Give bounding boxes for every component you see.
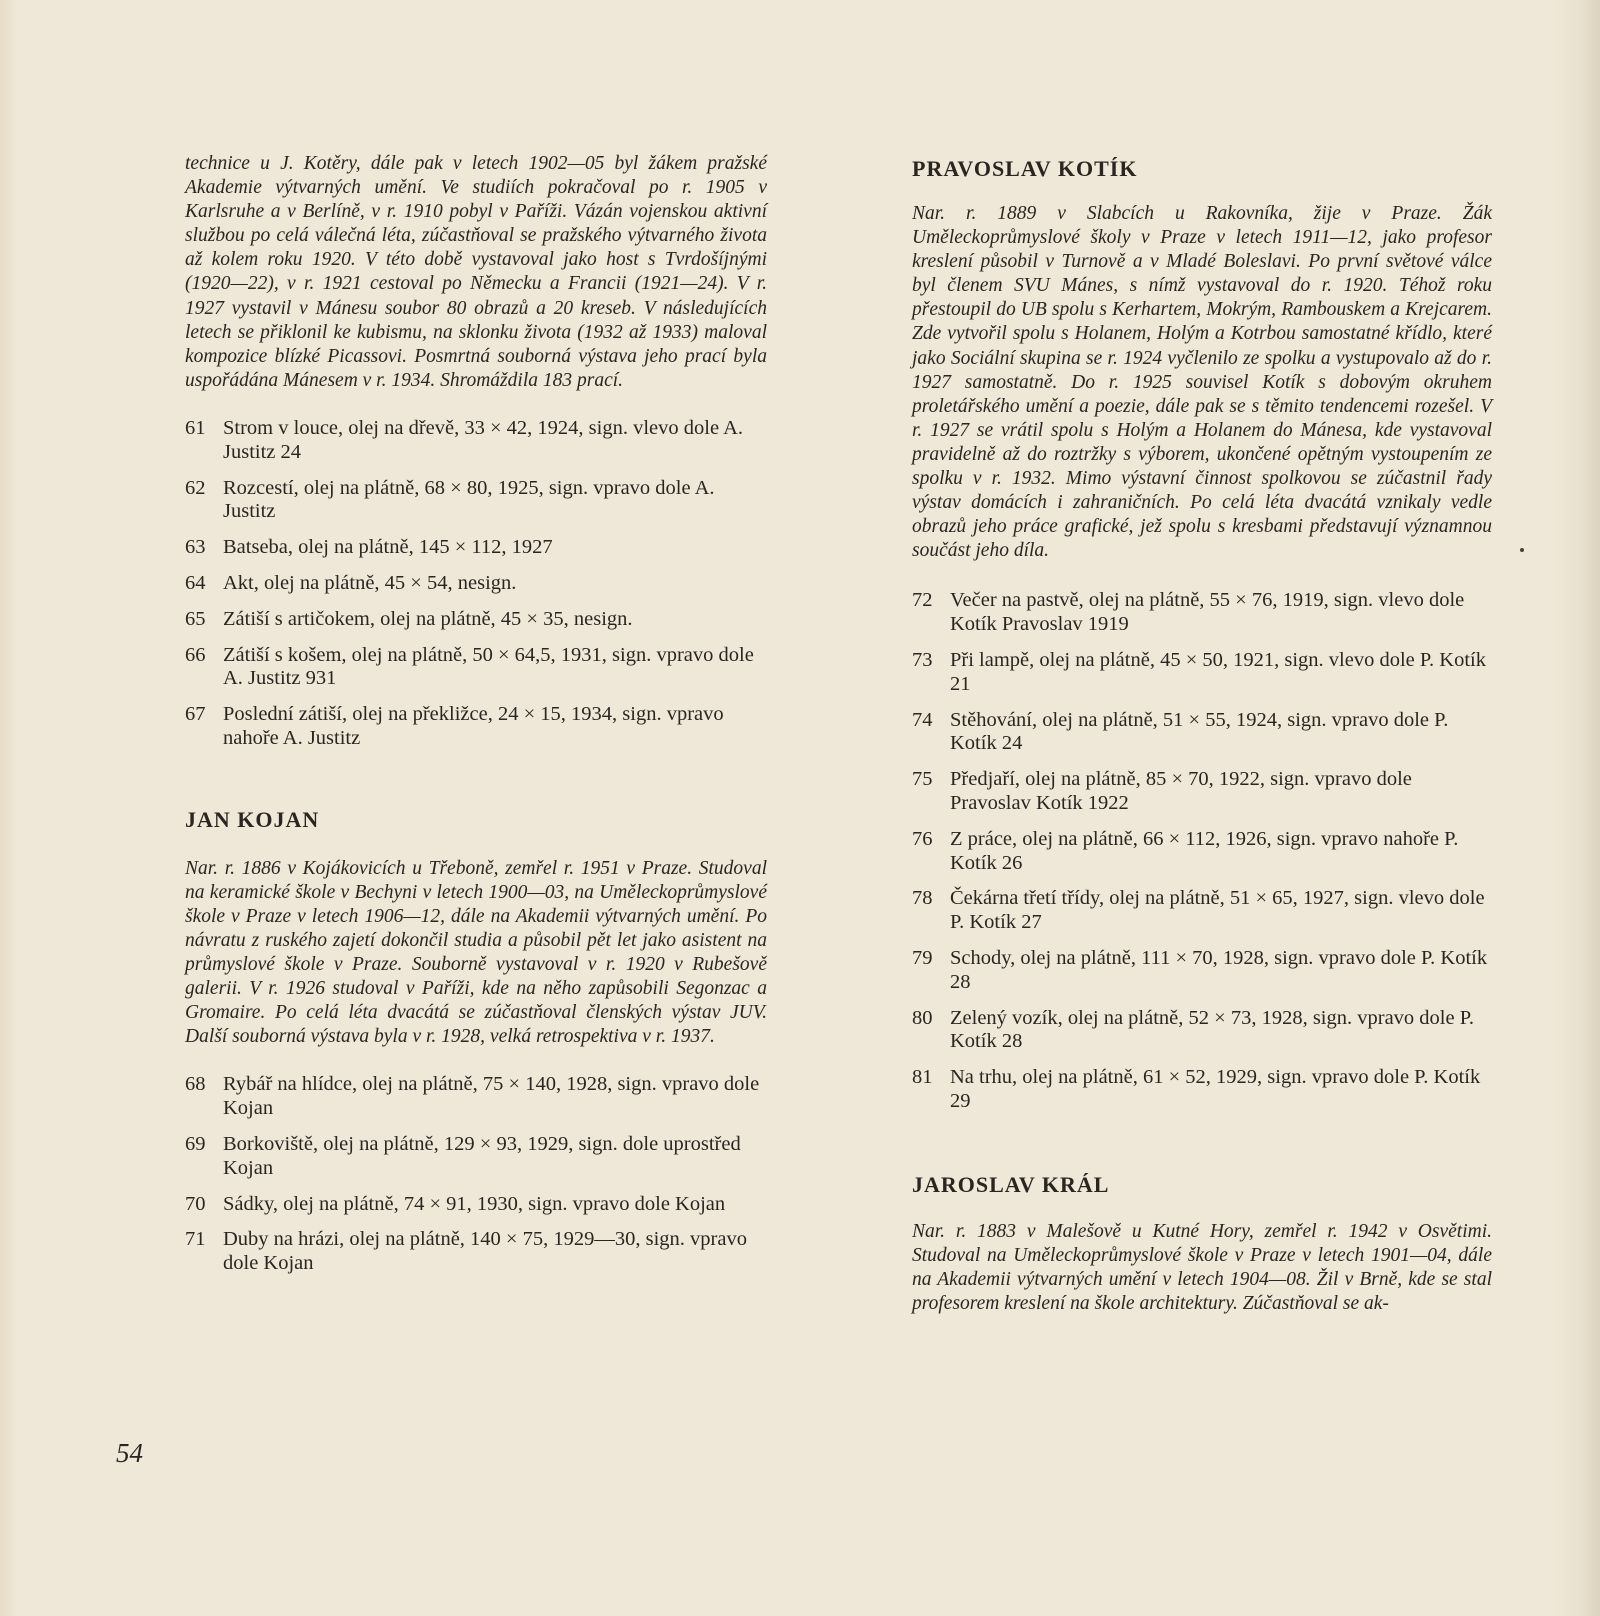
catalog-entry xyxy=(185,417,767,465)
entry-number: 78 xyxy=(912,887,933,910)
entry-number: 72 xyxy=(912,589,933,612)
kojan-bio: Nar. r. 1886 v Kojákovicích u Třeboně, zemřel r. 1951 v Praze. Studoval na keramické škole v Bechyni v letech 1900—03, na Uměleckoprůmyslové škole v Praze v letech 1906—12, dále na Akademii výtvarných umění. Po návratu z ruského zajetí dokončil studia a působil pět let jako asistent na průmyslové škole v Praze. Souborně vystavoval v r. 1920 v Rubešově galerii. V r. 1926 studoval v Paříži, kde na něho zapůsobili Segonzac a Gromaire. Po celá léta dvacátá se zúčastňoval členských výstav JUV. Další souborná výstava byla v r. 1928, velká retrospektiva v r. 1937. xyxy=(185,857,767,1048)
entry-text: Při lampě, olej na plátně, 45 × 50, 1921, sign. vlevo dole P. Kotík 21 xyxy=(950,649,1486,695)
catalog-entry xyxy=(185,608,767,632)
page-gutter-shadow xyxy=(0,0,18,1616)
entry-number: 69 xyxy=(185,1133,206,1156)
entry-text: Rybář na hlídce, olej na plátně, 75 × 140, 1928, sign. vpravo dole Kojan xyxy=(223,1073,760,1120)
section-heading-kojan: JAN KOJAN xyxy=(185,806,320,832)
entry-number: 70 xyxy=(185,1192,206,1215)
entry-number: 67 xyxy=(185,703,206,726)
kojan-catalog-list xyxy=(185,1073,767,1276)
entry-number: 79 xyxy=(912,946,933,969)
entry-text: Zelený vozík, olej na plátně, 52 × 73, 1928, sign. vpravo dole P. Kotík 28 xyxy=(950,1006,1474,1053)
catalog-entry xyxy=(912,1007,1492,1055)
entry-number: 71 xyxy=(185,1228,206,1251)
catalog-entry xyxy=(185,572,767,596)
section-heading-kral: JAROSLAV KRÁL xyxy=(912,1171,1110,1197)
entry-text: Duby na hrázi, olej na plátně, 140 × 75, 1929—30, sign. vpravo dole Kojan xyxy=(223,1228,747,1275)
kotik-catalog-list xyxy=(912,589,1492,1113)
entry-number: 76 xyxy=(912,827,933,850)
catalog-entry xyxy=(185,1133,767,1181)
catalog-entry xyxy=(185,703,767,751)
catalog-entry xyxy=(912,649,1492,697)
page-number: 54 xyxy=(116,1438,143,1468)
entry-text: Rozcestí, olej na plátně, 68 × 80, 1925, sign. vpravo dole A. Justitz xyxy=(223,476,715,523)
left-column xyxy=(185,150,767,1288)
entry-number: 66 xyxy=(185,643,206,666)
catalog-entry xyxy=(912,709,1492,757)
entry-number: 63 xyxy=(185,536,206,559)
catalog-entry xyxy=(912,1066,1492,1114)
entry-text: Borkoviště, olej na plátně, 129 × 93, 1929, sign. dole uprostřed Kojan xyxy=(223,1133,741,1179)
entry-number: 75 xyxy=(912,768,933,791)
entry-number: 61 xyxy=(185,416,206,439)
entry-text: Strom v louce, olej na dřevě, 33 × 42, 1924, sign. vlevo dole A. Justitz 24 xyxy=(223,416,743,463)
entry-number: 68 xyxy=(185,1073,206,1096)
catalog-entry xyxy=(185,1193,767,1217)
catalog-entry xyxy=(185,477,767,525)
entry-text: Sádky, olej na plátně, 74 × 91, 1930, sign. vpravo dole Kojan xyxy=(223,1192,726,1215)
catalog-entry xyxy=(912,768,1492,816)
entry-number: 64 xyxy=(185,571,206,594)
catalog-entry xyxy=(185,1073,767,1121)
entry-text: Zátiší s artičokem, olej na plátně, 45 × 35, nesign. xyxy=(223,607,633,630)
catalog-entry xyxy=(912,887,1492,935)
right-column xyxy=(912,150,1492,1316)
entry-number: 74 xyxy=(912,708,933,731)
entry-text: Z práce, olej na plátně, 66 × 112, 1926, sign. vpravo nahoře P. Kotík 26 xyxy=(950,827,1459,874)
section-heading-kotik: PRAVOSLAV KOTÍK xyxy=(912,156,1138,181)
entry-number: 65 xyxy=(185,607,206,630)
justitz-bio-continuation: technice u J. Kotěry, dále pak v letech 1902—05 byl žákem pražské Akademie výtvarných umění. Ve studiích pokračoval po r. 1905 v Karlsruhe a v Berlíně, v r. 1910 pobyl v Paříži. Vázán vojenskou aktivní službou po celá válečná léta, zúčastňoval se pražského výtvarného života až kolem roku 1920. V této době vystavoval jako host s Tvrdošíjnými (1920—22), v r. 1921 cestoval po Německu a Francii (1921—24). V r. 1927 vystavil v Mánesu soubor 80 obrazů a 20 kreseb. V následujících letech se přiklonil ke kubismu, na sklonku života (1932 až 1933) maloval kompozice blízké Picassovi. Posmrtná souborná výstava jeho prací byla uspořádána Mánesem v r. 1934. Shromáždila 183 prací. xyxy=(185,153,767,391)
entry-text: Předjaří, olej na plátně, 85 × 70, 1922, sign. vpravo dole Pravoslav Kotík 1922 xyxy=(950,768,1412,814)
entry-text: Večer na pastvě, olej na plátně, 55 × 76, 1919, sign. vlevo dole Kotík Pravoslav 1919 xyxy=(950,589,1465,636)
catalog-entry xyxy=(912,947,1492,995)
entry-text: Zátiší s košem, olej na plátně, 50 × 64,5, 1931, sign. vpravo dole A. Justitz 931 xyxy=(223,643,754,690)
justitz-catalog-list xyxy=(185,417,767,751)
kral-bio: Nar. r. 1883 v Malešově u Kutné Hory, zemřel r. 1942 v Osvětimi. Studoval na Uměleckoprůmyslové škole v Praze v letech 1901—04, dále na Akademii výtvarných umění v letech 1904—08. Žil v Brně, kde se stal profesorem kreslení na škole architektury. Zúčastňoval se ak- xyxy=(912,1220,1492,1315)
entry-text: Stěhování, olej na plátně, 51 × 55, 1924, sign. vpravo dole P. Kotík 24 xyxy=(950,708,1449,755)
entry-text: Schody, olej na plátně, 111 × 70, 1928, sign. vpravo dole P. Kotík 28 xyxy=(950,946,1488,993)
catalog-entry xyxy=(185,536,767,560)
page-right-edge xyxy=(1554,0,1600,1616)
kotik-bio: Nar. r. 1889 v Slabcích u Rakovníka, žije v Praze. Žák Uměleckoprůmyslové školy v Praze v letech 1911—12, jako profesor kreslení působil v Turnově a v Mladé Boleslavi. Po první světové válce byl členem SVU Mánes, s nímž vystavoval do r. 1920. Téhož roku přestoupil do UB spolu s Kerhartem, Mokrým, Rambouskem a Krejcarem. Zde vytvořil spolu s Holanem, Holým a Kotrbou samostatné křídlo, které jako Sociální skupina se r. 1924 vyčlenilo ze spolku a vystupovalo až do r. 1927 samostatně. Do r. 1925 souvisel Kotík s dobovým okruhem proletářského umění a poezie, dále pak se s těmito tendencemi rozešel. V r. 1927 se vrátil spolu s Holým a Holanem do Mánesa, kde vystavoval pravidelně až do roztržky s výborem, ukončené opětným vystoupením ze spolku v r. 1932. Mimo výstavní činnost spolkovou se zúčastnil řady výstav domácích i zahraničních. Po celá léta dvacátá vznikaly vedle obrazů jeho práce grafické, jež spolu s kresbami představují významnou součást jeho díla. xyxy=(912,203,1492,562)
entry-text: Na trhu, olej na plátně, 61 × 52, 1929, sign. vpravo dole P. Kotík 29 xyxy=(950,1066,1481,1112)
catalog-entry xyxy=(185,644,767,692)
entry-text: Poslední zátiší, olej na překližce, 24 × 15, 1934, sign. vpravo nahoře A. Justitz xyxy=(223,703,724,749)
entry-text: Akt, olej na plátně, 45 × 54, nesign. xyxy=(223,571,517,594)
entry-number: 62 xyxy=(185,476,206,499)
entry-number: 81 xyxy=(912,1066,933,1089)
entry-text: Batseba, olej na plátně, 145 × 112, 1927 xyxy=(223,536,553,559)
catalog-entry xyxy=(912,589,1492,637)
entry-text: Čekárna třetí třídy, olej na plátně, 51 × 65, 1927, sign. vlevo dole P. Kotík 27 xyxy=(950,887,1485,934)
print-speck xyxy=(1520,548,1524,552)
catalog-entry xyxy=(185,1228,767,1276)
entry-number: 73 xyxy=(912,649,933,671)
catalog-entry xyxy=(912,828,1492,876)
entry-number: 80 xyxy=(912,1006,933,1029)
